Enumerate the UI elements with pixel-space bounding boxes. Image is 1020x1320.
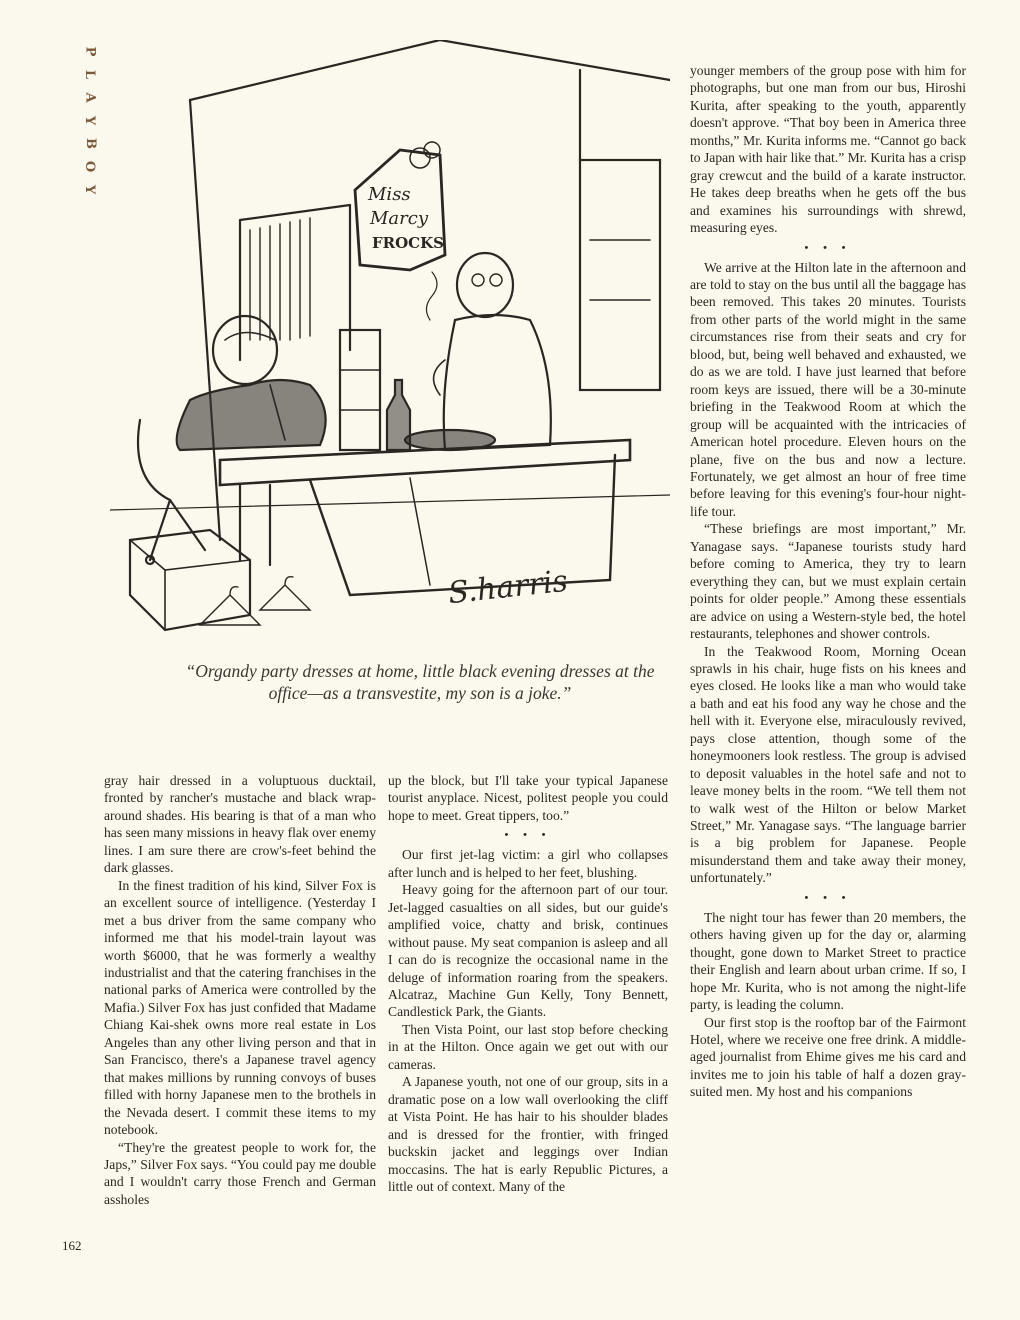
page-number: 162 [62, 1238, 82, 1253]
sign-line-1: Miss [368, 184, 411, 205]
running-head-letter: B [82, 138, 98, 149]
article-column-right [690, 62, 966, 1101]
section-separator: • • • [804, 241, 852, 254]
running-head-letter: L [82, 69, 98, 80]
paragraph: “They're the greatest people to work for, the Japs,” Silver Fox says. “You could pay me double and I wouldn't carry those French and German assholes [104, 1139, 376, 1207]
paragraph: We arrive at the Hilton late in the afternoon and are told to stay on the bus until all the baggage has been removed. This takes 20 minutes. Tourists from other parts of the world might in the same circumstances rise from their seats and cry for blood, but, being well behaved and exhausted, we do as we are told. I have just learned that before room keys are issued, there will be a 30-minute briefing in the Teakwood Room at which the group will be acquainted with the intricacies of American hotel procedure. Eleven hours on the plane, five on the bus and now a lecture. Fortunately, we get almost an hour of free time before leaving for this evening's four-hour night-life tour. [690, 259, 966, 519]
cartoonist-signature: S.harris [446, 563, 570, 612]
sign-line-3: FROCKS [372, 234, 444, 252]
paragraph: Our first stop is the rooftop bar of the Fairmont Hotel, where we receive one free drink. A middle-aged journalist from Ehime gives me his card and invites me to join his table of half a dozen gray-suited men. My host and his companions [690, 1014, 966, 1100]
paragraph: Our first jet-lag victim: a girl who collapses after lunch and is helped to her feet, blushing. [388, 847, 668, 880]
article-column-left [104, 772, 376, 1208]
paragraph: Heavy going for the afternoon part of our tour. Jet-lagged casualties on all sides, but our guide's amplified voice, chatty and brisk, continues without pause. My seat companion is asleep and all I can do is recognize the occasional name in the deluge of information roaring from the speakers. Alcatraz, Machine Gun Kelly, Tony Bennett, Candlestick Park, the Giants. [388, 882, 668, 1020]
paragraph: The night tour has fewer than 20 members, the others having given up for the day or, alarming thought, gone down to Market Street to practice their English and learn about urban crime. If so, I hope Mr. Kurita, who is not among the night-life party, is leading the column. [690, 909, 966, 1013]
paragraph: gray hair dressed in a voluptuous ducktail, fronted by rancher's mustache and black wrap-around shades. His bearing is that of a man who has seen many missions in heavy flak over enemy lines. I am sure there are crow's-feet behind the dark glasses. [104, 773, 376, 876]
article-column-middle [388, 772, 668, 1195]
cartoon-illustration [110, 40, 670, 640]
paragraph: younger members of the group pose with him for photographs, but one man from our bus, Hiroshi Kurita, after speaking to the youth, apparently doesn't approve. “That boy been in America three months,” Mr. Kurita informs me. “Cannot go back to Japan with hair like that.” Mr. Kurita has a crisp gray crewcut and the build of a karate instructor. He takes deep breaths when he gets off the bus and examines his surroundings with shrewd, measuring eyes. [690, 63, 966, 236]
cartoon-caption: “Organdy party dresses at home, little black evening dresses at the office—as a transvestite, my son is a joke.” [185, 661, 655, 703]
sign-line-2: Marcy [370, 208, 429, 229]
running-head-letter: Y [82, 184, 98, 195]
running-head-letter: Y [82, 115, 98, 126]
running-head-letter: O [82, 160, 98, 173]
running-head-letter: A [82, 92, 98, 103]
section-separator: • • • [504, 829, 552, 842]
running-head [78, 40, 102, 201]
paragraph: In the finest tradition of his kind, Silver Fox is an excellent source of intelligence. (Yesterday I met a bus driver from the same company who informed me that his model-train layout was worth $6000, that he was formerly a wealthy industrialist and that the catering franchises in the national parks of America were controlled by the Mafia.) Silver Fox has just confided that Madame Chiang Kai-shek owns more real estate in Los Angeles than any other living person and that in San Francisco, there's a Japanese travel agency that makes millions by running convoys of buses filled with horny Japanese men to the brothels in the Nevada desert. I commit these items to my notebook. [104, 877, 376, 1138]
paragraph: “These briefings are most important,” Mr. Yanagase says. “Japanese tourists study hard before coming to America, they try to learn everything they can, but we must explain certain points for older people.” Among these essentials are advice on using a Western-style bed, the hotel restaurants, telephones and shower controls. [690, 521, 966, 642]
section-separator: • • • [804, 891, 852, 904]
paragraph: In the Teakwood Room, Morning Ocean sprawls in his chair, huge fists on his knees and eyes closed. He looks like a man who would take a bath and eat his food any way he chose and the hell with it. Everyone else, miraculously revived, pays close attention, though some of the honeymooners look restless. The group is advised to deposit valuables in the hotel safe and not to leave money belts in the room. “We tell them not to walk west of the Hilton or below Market Street,” Mr. Yanagase says. “The language barrier is a big problem for Japanese. People misunderstand them and take away their money, unfortunately.” [690, 643, 966, 886]
paragraph: up the block, but I'll take your typical Japanese tourist anyplace. Nicest, politest people you could hope to meet. Great tippers, too.” [388, 773, 668, 823]
running-head-letter: P [82, 46, 98, 57]
paragraph: Then Vista Point, our last stop before checking in at the Hilton. Once again we get out with our cameras. [388, 1021, 668, 1072]
paragraph: A Japanese youth, not one of our group, sits in a dramatic pose on a low wall overlooking the cliff at Vista Point. He has hair to his shoulder blades and is dressed for the frontier, with fringed buckskin jacket and leggings over Indian moccasins. The hat is early Republic Pictures, a little out of context. Many of the [388, 1074, 668, 1194]
